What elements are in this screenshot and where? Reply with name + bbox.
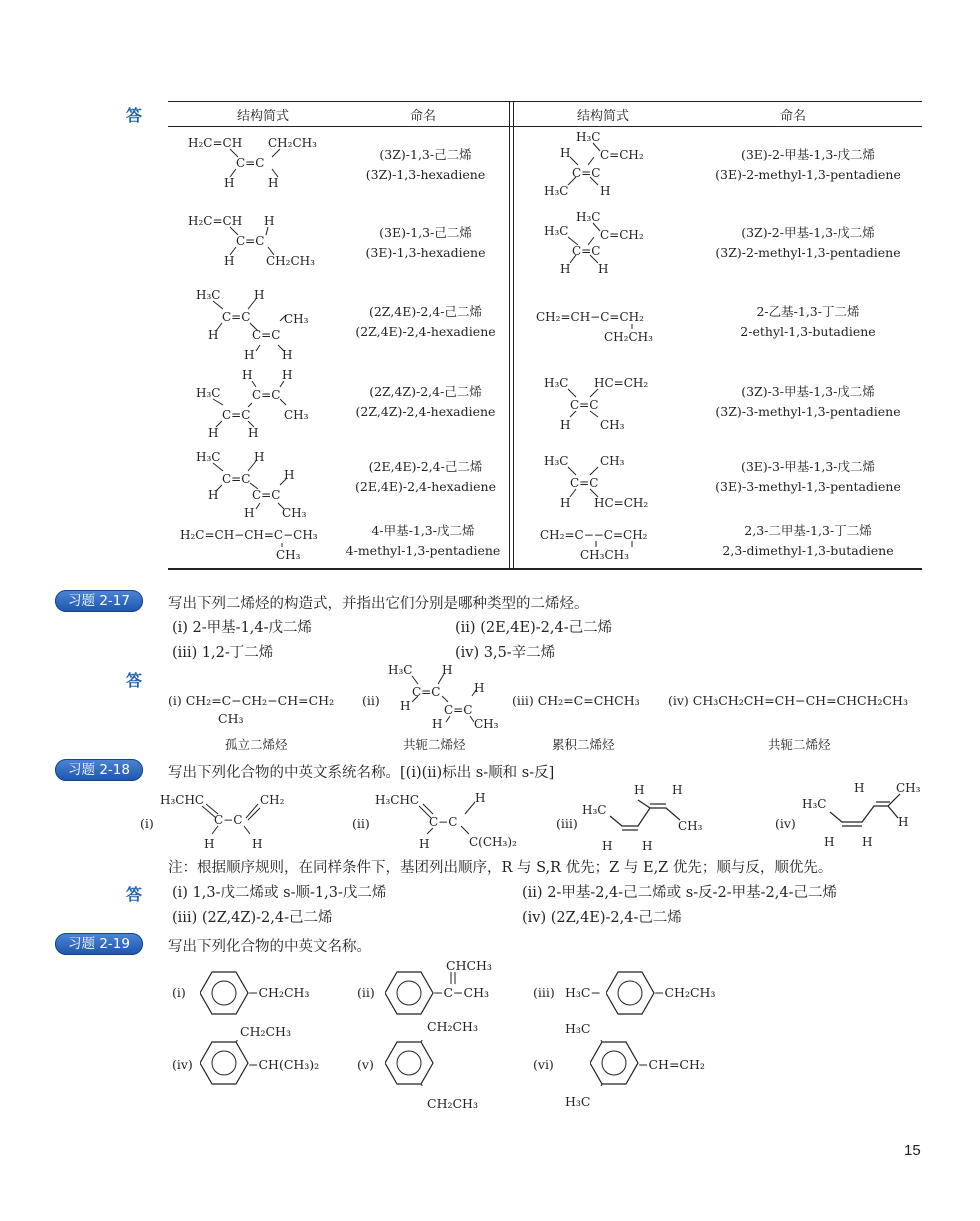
svg-text:H₃C: H₃C bbox=[576, 210, 601, 224]
svg-text:CH₃: CH₃ bbox=[284, 312, 309, 326]
svg-text:CH₃: CH₃ bbox=[600, 454, 625, 468]
svg-text:H: H bbox=[254, 288, 265, 302]
svg-text:C=C: C=C bbox=[222, 472, 251, 486]
svg-text:H: H bbox=[560, 146, 571, 160]
structure-2-18-iii bbox=[582, 780, 712, 856]
structure-label: (iv) bbox=[775, 816, 796, 831]
diene-type: 共轭二烯烃 bbox=[768, 737, 831, 752]
svg-text:CH₃: CH₃ bbox=[600, 418, 625, 432]
svg-text:C=C: C=C bbox=[572, 244, 601, 258]
name-cell: (2Z,4Z)-2,4-己二烯 (2Z,4Z)-2,4-hexadiene bbox=[355, 384, 496, 419]
diene-naming-table bbox=[168, 101, 922, 570]
substituent: CH₂CH₃ bbox=[427, 1096, 478, 1111]
svg-text:CH₃: CH₃ bbox=[284, 408, 309, 422]
svg-text:C=C: C=C bbox=[252, 388, 281, 402]
svg-text:H: H bbox=[602, 839, 613, 853]
svg-text:C=C: C=C bbox=[412, 685, 441, 699]
svg-text:H: H bbox=[208, 328, 219, 342]
answer-structure-i: (i) CH₂=C−CH₂−CH=CH₂ bbox=[168, 693, 335, 708]
diene-type: 孤立二烯烃 bbox=[225, 737, 288, 752]
substituent: −CH(CH₃)₂ bbox=[248, 1057, 320, 1072]
header-structure-left: 结构简式 bbox=[236, 109, 289, 124]
structure-formulas bbox=[168, 127, 922, 567]
svg-text:H: H bbox=[264, 214, 275, 228]
svg-text:H: H bbox=[282, 348, 293, 362]
structure-label: (iii) bbox=[533, 985, 555, 1000]
svg-text:H₂C=CH−CH=C−CH₃: H₂C=CH−CH=C−CH₃ bbox=[180, 528, 318, 542]
question-item: (i) 2-甲基-1,4-戊二烯 bbox=[172, 620, 313, 636]
answer-structure-i-sub: CH₃ bbox=[218, 711, 244, 726]
svg-text:H: H bbox=[672, 783, 683, 797]
svg-text:H: H bbox=[224, 176, 235, 190]
svg-text:CH₃: CH₃ bbox=[474, 717, 499, 731]
svg-text:H: H bbox=[560, 262, 571, 276]
svg-text:H₃C: H₃C bbox=[544, 224, 569, 238]
benzene-ring-icon bbox=[590, 1040, 640, 1086]
name-cell: (3E)-2-甲基-1,3-戊二烯 (3E)-2-methyl-1,3-pentadiene bbox=[715, 147, 901, 182]
structure-label: (iv) bbox=[172, 1057, 193, 1072]
svg-text:H: H bbox=[242, 368, 253, 382]
benzene-ring-icon bbox=[200, 970, 250, 1016]
svg-text:H: H bbox=[642, 839, 653, 853]
diene-type: 共轭二烯烃 bbox=[403, 737, 466, 752]
name-cell: 2-乙基-1,3-丁二烯 2-ethyl-1,3-butadiene bbox=[740, 304, 876, 339]
svg-text:H: H bbox=[475, 791, 486, 805]
svg-text:H: H bbox=[400, 699, 411, 713]
svg-text:H: H bbox=[898, 815, 909, 829]
answer-text: (ii) 2-甲基-2,4-己二烯或 s-反-2-甲基-2,4-己二烯 bbox=[522, 885, 838, 901]
svg-text:C−C: C−C bbox=[214, 813, 243, 827]
answer-text: (i) 1,3-戊二烯或 s-顺-1,3-戊二烯 bbox=[172, 885, 387, 901]
svg-text:H: H bbox=[284, 468, 295, 482]
svg-text:CH₂CH₃: CH₂CH₃ bbox=[604, 330, 653, 344]
svg-text:H: H bbox=[432, 717, 443, 731]
svg-text:H: H bbox=[419, 837, 430, 851]
svg-text:H: H bbox=[244, 348, 255, 362]
svg-text:C=C: C=C bbox=[252, 328, 281, 342]
structure-label: (ii) bbox=[352, 816, 370, 831]
question-item: (iii) 1,2-丁二烯 bbox=[172, 645, 274, 661]
page-number: 15 bbox=[904, 1142, 921, 1159]
svg-text:C=C: C=C bbox=[236, 234, 265, 248]
question-text: 写出下列化合物的中英文系统名称。[(i)(ii)标出 s-顺和 s-反] bbox=[168, 765, 555, 781]
structure-label: (v) bbox=[357, 1057, 374, 1072]
answer-label: 答 bbox=[126, 106, 143, 125]
benzene-ring-icon bbox=[200, 1040, 250, 1086]
structure-label: (i) bbox=[172, 985, 186, 1000]
svg-text:H: H bbox=[268, 176, 279, 190]
question-item: (ii) (2E,4E)-2,4-己二烯 bbox=[455, 620, 613, 636]
structure-label: (ii) bbox=[357, 985, 375, 1000]
structure-2-18-i bbox=[160, 790, 300, 850]
svg-text:HC=CH₂: HC=CH₂ bbox=[594, 376, 649, 390]
question-text: 写出下列化合物的中英文名称。 bbox=[168, 939, 371, 955]
question-text: 写出下列二烯烃的构造式，并指出它们分别是哪种类型的二烯烃。 bbox=[168, 596, 589, 612]
substituent: CH₂CH₃ bbox=[427, 1019, 478, 1034]
svg-text:H: H bbox=[208, 488, 219, 502]
name-cell: (2Z,4E)-2,4-己二烯 (2Z,4E)-2,4-hexadiene bbox=[355, 304, 496, 339]
svg-text:H: H bbox=[854, 781, 865, 795]
svg-text:H: H bbox=[862, 835, 873, 849]
svg-text:C=C: C=C bbox=[222, 408, 251, 422]
name-cell: 2,3-二甲基-1,3-丁二烯 2,3-dimethyl-1,3-butadiene bbox=[722, 523, 894, 558]
svg-text:C=C: C=C bbox=[252, 488, 281, 502]
svg-text:H: H bbox=[224, 254, 235, 268]
svg-text:C=C: C=C bbox=[572, 166, 601, 180]
svg-text:H₃C: H₃C bbox=[196, 450, 221, 464]
answer-structure-iv: (iv) CH₃CH₂CH=CH−CH=CHCH₂CH₃ bbox=[668, 693, 908, 708]
svg-text:C=CH₂: C=CH₂ bbox=[600, 228, 644, 242]
benzene-ring-icon bbox=[385, 970, 435, 1016]
name-cell: (3E)-1,3-己二烯 (3E)-1,3-hexadiene bbox=[365, 225, 486, 260]
svg-text:H: H bbox=[560, 496, 571, 510]
svg-text:H₃C: H₃C bbox=[582, 803, 607, 817]
structure-2-18-ii bbox=[375, 790, 535, 854]
svg-text:CH₃CH₃: CH₃CH₃ bbox=[580, 548, 629, 562]
svg-text:H: H bbox=[560, 418, 571, 432]
svg-text:H: H bbox=[442, 663, 453, 677]
svg-text:C=C: C=C bbox=[236, 156, 265, 170]
exercise-badge-2-17: 习题 2-17 bbox=[55, 590, 143, 612]
svg-text:H: H bbox=[254, 450, 265, 464]
name-cell: (3Z)-3-甲基-1,3-戊二烯 (3Z)-3-methyl-1,3-pentadiene bbox=[715, 384, 901, 419]
svg-text:H: H bbox=[244, 506, 255, 520]
svg-text:C=CH₂: C=CH₂ bbox=[600, 148, 644, 162]
substituent: −CH=CH₂ bbox=[638, 1057, 705, 1072]
header-structure-right: 结构简式 bbox=[576, 109, 629, 124]
structure-label: (i) bbox=[140, 816, 154, 831]
substituent: −CH₂CH₃ bbox=[248, 985, 310, 1000]
svg-text:CH₂=CH−C=CH₂: CH₂=CH−C=CH₂ bbox=[536, 310, 644, 324]
answer-structure-ii bbox=[388, 662, 508, 732]
double-bond-icon bbox=[449, 972, 457, 986]
benzene-ring-icon bbox=[606, 970, 656, 1016]
svg-text:H₂C=CH: H₂C=CH bbox=[188, 214, 243, 228]
svg-text:CH₂=C−−C=CH₂: CH₂=C−−C=CH₂ bbox=[540, 528, 648, 542]
svg-text:H: H bbox=[282, 368, 293, 382]
svg-text:H: H bbox=[252, 837, 263, 850]
svg-text:H₃CHC: H₃CHC bbox=[160, 793, 205, 807]
exercise-badge-2-18: 习题 2-18 bbox=[55, 759, 143, 781]
svg-text:H: H bbox=[208, 426, 219, 440]
svg-text:CH₂: CH₂ bbox=[260, 793, 285, 807]
name-cell: (3Z)-2-甲基-1,3-戊二烯 (3Z)-2-methyl-1,3-pentadiene bbox=[715, 225, 901, 260]
svg-text:H₃CHC: H₃CHC bbox=[375, 793, 420, 807]
svg-text:H: H bbox=[634, 783, 645, 797]
substituent: CH₂CH₃ bbox=[240, 1024, 291, 1039]
svg-text:H₂C=CH: H₂C=CH bbox=[188, 136, 243, 150]
svg-text:CH₃: CH₃ bbox=[896, 781, 921, 795]
svg-text:H: H bbox=[204, 837, 215, 850]
benzene-ring-icon bbox=[385, 1040, 435, 1086]
header-name-right: 命名 bbox=[779, 109, 806, 124]
svg-text:CH₂CH₃: CH₂CH₃ bbox=[268, 136, 317, 150]
answer-text: (iii) (2Z,4Z)-2,4-己二烯 bbox=[172, 910, 333, 926]
svg-text:C=C: C=C bbox=[570, 398, 599, 412]
answer-label: 答 bbox=[126, 885, 143, 904]
svg-text:CH₃: CH₃ bbox=[678, 819, 703, 833]
svg-text:CH₃: CH₃ bbox=[282, 506, 307, 520]
svg-text:H₃C: H₃C bbox=[544, 184, 569, 198]
name-cell: 4-甲基-1,3-戊二烯 4-methyl-1,3-pentadiene bbox=[345, 523, 501, 558]
svg-text:H₃C: H₃C bbox=[196, 386, 221, 400]
svg-text:H: H bbox=[600, 184, 611, 198]
answer-structure-iii: (iii) CH₂=C=CHCH₃ bbox=[512, 693, 640, 708]
substituent: −C−CH₃ bbox=[433, 985, 489, 1000]
header-name-left: 命名 bbox=[409, 109, 436, 124]
structure-label: (iii) bbox=[556, 816, 578, 831]
name-cell: (3Z)-1,3-己二烯 (3Z)-1,3-hexadiene bbox=[365, 147, 486, 182]
svg-text:CH₂CH₃: CH₂CH₃ bbox=[266, 254, 315, 268]
answer-structure-ii-label: (ii) bbox=[362, 693, 380, 708]
substituent: CHCH₃ bbox=[446, 958, 492, 973]
svg-text:H₃C: H₃C bbox=[802, 797, 827, 811]
answer-label: 答 bbox=[126, 671, 143, 690]
question-item: (iv) 3,5-辛二烯 bbox=[455, 645, 556, 661]
svg-text:H₃C: H₃C bbox=[388, 663, 413, 677]
svg-text:H: H bbox=[598, 262, 609, 276]
structure-label: (vi) bbox=[533, 1057, 554, 1072]
structure-2-18-iv bbox=[802, 780, 932, 856]
substituent: H₃C− bbox=[565, 985, 601, 1000]
substituent: H₃C bbox=[565, 1021, 591, 1036]
svg-text:H₃C: H₃C bbox=[544, 376, 569, 390]
substituent: −CH₂CH₃ bbox=[654, 985, 716, 1000]
svg-text:HC=CH₂: HC=CH₂ bbox=[594, 496, 649, 510]
svg-text:H: H bbox=[824, 835, 835, 849]
svg-text:H: H bbox=[474, 681, 485, 695]
svg-text:H₃C: H₃C bbox=[576, 130, 601, 144]
exercise-badge-2-19: 习题 2-19 bbox=[55, 933, 143, 955]
svg-text:C=C: C=C bbox=[444, 703, 473, 717]
svg-text:CH₃: CH₃ bbox=[276, 548, 301, 562]
svg-text:H₃C: H₃C bbox=[544, 454, 569, 468]
svg-text:C−C: C−C bbox=[429, 815, 458, 829]
name-cell: (2E,4E)-2,4-己二烯 (2E,4E)-2,4-hexadiene bbox=[354, 459, 496, 494]
answer-text: (iv) (2Z,4E)-2,4-己二烯 bbox=[522, 910, 682, 926]
svg-text:C=C: C=C bbox=[570, 476, 599, 490]
svg-text:C=C: C=C bbox=[222, 310, 251, 324]
svg-text:C(CH₃)₂: C(CH₃)₂ bbox=[469, 835, 517, 849]
svg-text:H: H bbox=[248, 426, 259, 440]
diene-type: 累积二烯烃 bbox=[552, 737, 615, 752]
name-cell: (3E)-3-甲基-1,3-戊二烯 (3E)-3-methyl-1,3-pentadiene bbox=[715, 459, 901, 494]
note-text: 注：根据顺序规则，在同样条件下，基团列出顺序，R 与 S,R 优先；Z 与 E,Z 优先；顺与反，顺优先。 bbox=[168, 860, 833, 876]
svg-text:H₃C: H₃C bbox=[196, 288, 221, 302]
substituent: H₃C bbox=[565, 1094, 591, 1109]
